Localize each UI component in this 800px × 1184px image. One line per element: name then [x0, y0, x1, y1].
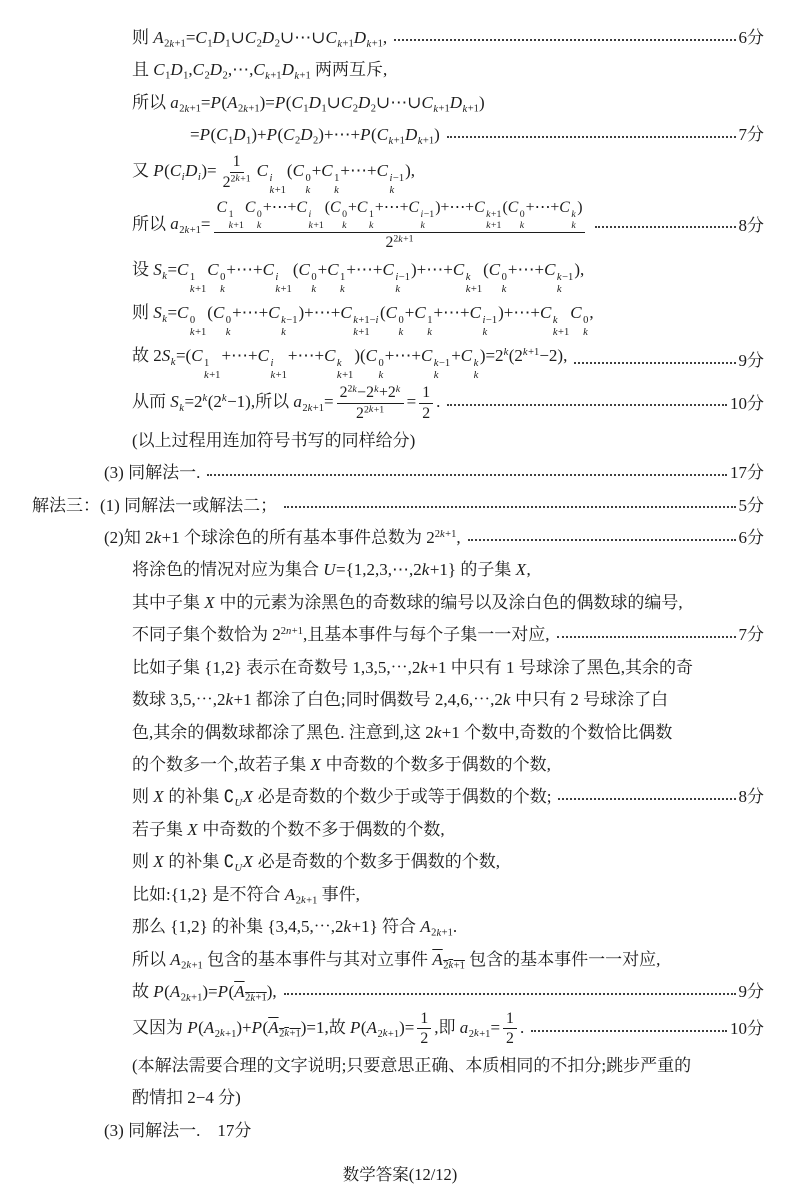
content-line — [132, 340, 764, 382]
dotted-leader — [284, 506, 735, 508]
score-label: 8分 — [738, 215, 764, 235]
line-text: 设 $S_k=C$ 1 k+1 C 0 k +⋯+C i k+1 (C 0 k +C 1 k +⋯+C i−1 k )+⋯+C k k+1 (C 0 k +⋯+C k−1 k ), — [132, 259, 585, 296]
line-text: (3) 同解法一. 17分 — [104, 1120, 252, 1140]
line-text: 所以 $A_{2k+1}$ 包含的基本事件与其对立事件 $A_{2k+1}$ 包含的基本事件一一对应, — [132, 949, 661, 972]
line-text: 数球 3,5,⋯,2k+1 都涂了白色;同时偶数号 2,4,6,⋯,2k 中只有 2 号球涂了白 — [132, 690, 669, 710]
content-line — [132, 1050, 764, 1081]
content-line — [132, 944, 764, 975]
dotted-leader — [595, 226, 735, 228]
content-line — [132, 619, 764, 650]
solution-lines — [32, 22, 764, 1146]
dotted-leader — [531, 1030, 727, 1032]
content-line — [132, 1009, 764, 1050]
content-line — [132, 749, 764, 780]
score-label: 8分 — [738, 787, 764, 807]
content-line — [132, 554, 764, 585]
content-line — [132, 152, 764, 197]
content-line — [132, 879, 764, 910]
score-label: 6分 — [738, 28, 764, 47]
score-label: 17分 — [730, 463, 764, 483]
line-text: 又因为 $P(A_{2k+1})+P(A_{2k+1})=1$,故 $P(A_{2k+1})=$ $\frac{1}{2}$ ,即 $a_{2k+1}=$ $\frac{1}{2}$ . — [132, 1009, 525, 1048]
score-label: 6分 — [738, 527, 764, 547]
line-text: 的个数多一个,故若子集 X 中奇数的个数多于偶数的个数, — [132, 755, 551, 774]
line-text: 又 $P(C_iD_i)=$ $\frac{1}{2^{2k+1}}$ C i k+1 (C 0 k +C 1 k +⋯+C i−1 k ), — [132, 152, 416, 197]
content-line — [132, 22, 764, 53]
line-text: 则 $A_{2k+1}=C_1D_1\cup C_2D_2\cup\cdots\cup C_{k+1}D_{k+1}$, — [132, 28, 388, 50]
line-text: (以上过程用连加符号书写的同样给分) — [132, 430, 416, 450]
content-line — [132, 781, 764, 812]
content-line — [132, 54, 764, 85]
content-line — [132, 425, 764, 456]
content-line — [32, 490, 764, 521]
line-text: 则 X 的补集 $∁_UX$ 必是奇数的个数多于偶数的个数, — [132, 852, 500, 874]
line-text: (本解法需要合理的文字说明;只要意思正确、本质相同的不扣分;跳步严重的 — [132, 1056, 692, 1076]
content-line — [132, 684, 764, 715]
dotted-leader — [394, 39, 735, 41]
score-label: 10分 — [730, 1019, 764, 1039]
content-line — [132, 383, 764, 424]
line-text: 从而 $S_k=2^k(2^k-1)$,所以 $a_{2k+1}=$ $\frac{2^{2k}-2^k+2^k}{2^{2k+1}}$ = $\frac{1}{2}$ . — [132, 383, 441, 422]
footer-page-label: 数学答案(12/12) — [342, 1165, 458, 1184]
line-text: 那么 {1,2} 的补集 {3,4,5,⋯,2k+1} 符合 $A_{2k+1}$. — [132, 917, 458, 939]
line-text: 比如:{1,2} 是不符合 $A_{2k+1}$ 事件, — [132, 884, 360, 907]
line-text: 所以 $a_{2k+1}=P(A_{2k+1})=P(C_1D_1\cup C_2D_2\cup\cdots\cup C_{k+1}D_{k+1})$ — [132, 92, 485, 115]
dotted-leader — [468, 539, 736, 541]
content-line — [104, 1115, 764, 1146]
content-line — [132, 814, 764, 845]
content-line — [132, 198, 764, 253]
line-text: 所以 $a_{2k+1}=$ C 1 k+1 C 0 k +⋯+C i k+1 (C 0 k +C 1 k +⋯+C i−1 k )+⋯+C k+1 k+1 (C 0 k +⋯+C k k ) $2^{2k+1}$ — [132, 198, 588, 253]
line-text: 不同子集个数恰为 $2^{2n+1}$,且基本事件与每个子集一一对应, — [132, 625, 550, 645]
line-text: $=P(C_1D_1)+P(C_2D_2)+\cdots+P(C_{k+1}D_{k+1})$ — [190, 125, 440, 147]
dotted-leader — [284, 993, 736, 995]
line-text: 则 $S_k=C$ 0 k+1 (C 0 k +⋯+C k−1 k )+⋯+C k+1−i k+1 (C 0 k +C 1 k +⋯+C i−1 k )+⋯+C k k+1 C 0 k , — [132, 302, 594, 339]
line-text: 色,其余的偶数球都涂了黑色. 注意到,这 2k+1 个数中,奇数的个数恰比偶数 — [132, 722, 673, 742]
content-line — [132, 846, 764, 877]
dotted-leader — [447, 404, 727, 406]
content-line — [132, 297, 764, 339]
content-line — [132, 587, 764, 618]
line-text: 解法三：(1) 同解法一或解法二； — [32, 495, 278, 515]
line-text: 故 $P(A_{2k+1})=P(A_{2k+1})$, — [132, 982, 277, 1004]
line-text: 酌情扣 2−4 分) — [132, 1088, 241, 1108]
line-text: 故 $2S_k=(C$ 1 k+1 +⋯+C i k+1 +⋯+C k k+1 )(C 0 k +⋯+C k−1 k +C k k )$=2^k(2^{k+1}-2)$, — [132, 346, 568, 382]
line-text: 且 $C_1D_1,C_2D_2,\cdots,C_{k+1}D_{k+1}$ 两两互斥, — [132, 60, 388, 83]
dotted-leader — [447, 136, 736, 138]
score-label: 7分 — [738, 625, 764, 645]
score-label: 5分 — [738, 495, 764, 515]
dotted-leader — [557, 636, 736, 638]
line-text: 其中子集 X 中的元素为涂黑色的奇数球的编号以及涂白色的偶数球的编号, — [132, 592, 683, 612]
dotted-leader — [558, 798, 735, 800]
line-text: 若子集 X 中奇数的个数不多于偶数的个数, — [132, 819, 445, 839]
score-label: 7分 — [738, 125, 764, 145]
line-text: (2)知 2k+1 个球涂色的所有基本事件总数为 $2^{2k+1}$, — [104, 527, 461, 547]
dotted-leader — [207, 474, 727, 476]
line-text: 比如子集 {1,2} 表示在奇数号 1,3,5,⋯,2k+1 中只有 1 号球涂了黑色,其余的奇 — [132, 657, 693, 677]
content-line — [132, 87, 764, 118]
page-footer — [0, 1147, 800, 1184]
score-label: 10分 — [730, 393, 764, 413]
content-line — [132, 911, 764, 942]
content-line — [132, 652, 764, 683]
content-line — [132, 1082, 764, 1113]
score-label: 9分 — [738, 982, 764, 1002]
score-label: 9分 — [738, 351, 764, 371]
content-line — [190, 119, 764, 150]
content-line — [132, 254, 764, 296]
line-text: (3) 同解法一. — [104, 463, 201, 483]
content-line — [104, 522, 764, 553]
line-text: 则 X 的补集 $∁_UX$ 必是奇数的个数少于或等于偶数的个数; — [132, 787, 552, 810]
content-line — [104, 457, 764, 488]
content-line — [132, 976, 764, 1007]
dotted-leader — [574, 362, 735, 364]
content-line — [132, 717, 764, 748]
line-text: 将涂色的情况对应为集合 U={1,2,3,⋯,2k+1} 的子集 X, — [132, 560, 531, 580]
